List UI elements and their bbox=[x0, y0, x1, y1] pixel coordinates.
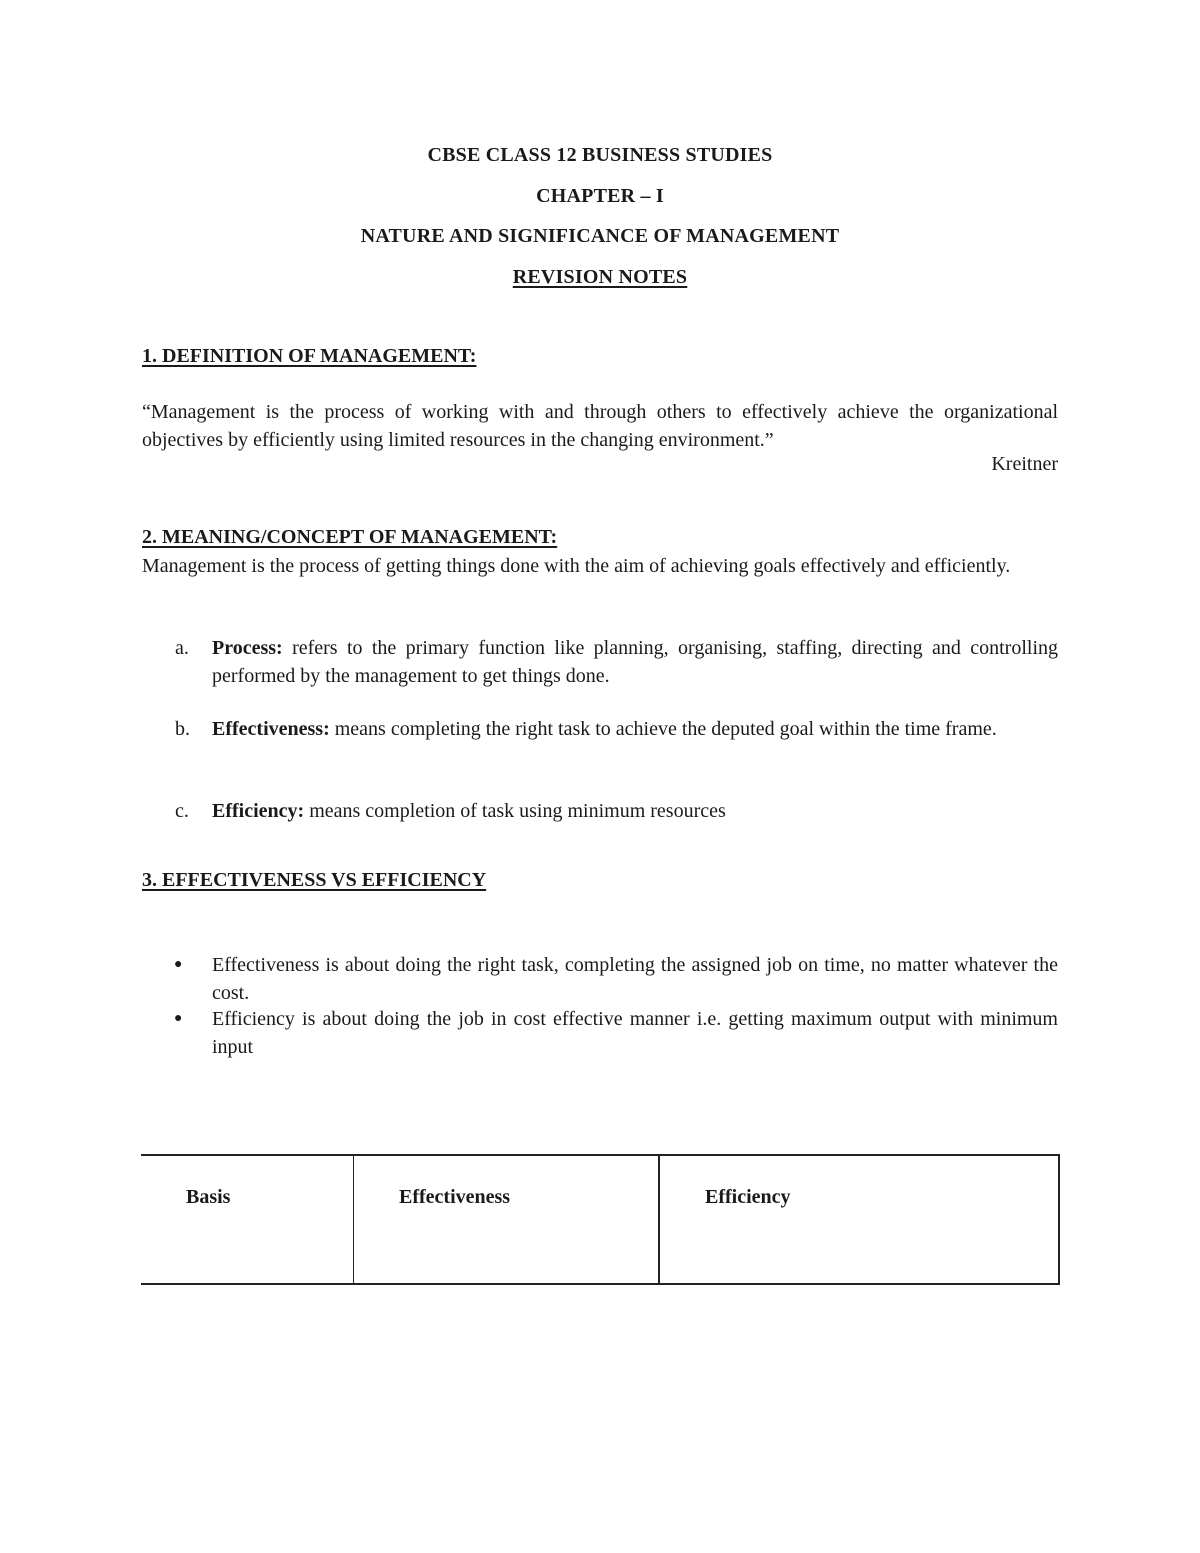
header-basis: Basis bbox=[186, 1186, 231, 1208]
comparison-table bbox=[141, 1154, 1060, 1285]
term-process: Process: bbox=[212, 637, 283, 659]
chapter-label: CHAPTER – I bbox=[536, 185, 664, 207]
meaning-paragraph: Management is the process of getting things done with the aim of achieving goals effectively and efficiently. bbox=[142, 555, 1011, 577]
bullet-item bbox=[142, 1005, 1058, 1061]
bullet-item bbox=[142, 951, 1058, 1007]
header-efficiency: Efficiency bbox=[705, 1186, 791, 1208]
table-header-row bbox=[141, 1154, 1059, 1284]
revision-notes-heading bbox=[0, 266, 1200, 289]
term-definition: means completion of task using minimum resources bbox=[304, 800, 726, 822]
header-effectiveness: Effectiveness bbox=[399, 1186, 511, 1208]
term-definition: refers to the primary function like planning, organising, staffing, directing and controlling performed by the management to get things done. bbox=[212, 637, 1058, 687]
bullet-text: Effectiveness is about doing the right task, completing the assigned job on time, no matter whatever the cost. bbox=[212, 954, 1058, 1004]
table-header-cell bbox=[354, 1154, 660, 1284]
definition-quote: “Management is the process of working with and through others to effectively achieve the organizational objectives by efficiently using limited resources in the changing environment.” bbox=[142, 401, 1058, 451]
bullet-icon: ● bbox=[174, 1011, 183, 1026]
section-3-heading: 3. EFFECTIVENESS VS EFFICIENCY bbox=[142, 869, 487, 891]
table-header-cell bbox=[141, 1154, 354, 1284]
list-marker: b. bbox=[175, 718, 190, 740]
list-item bbox=[142, 797, 1058, 825]
bullet-icon: ● bbox=[174, 957, 183, 972]
document-title: CBSE CLASS 12 BUSINESS STUDIES bbox=[427, 144, 773, 166]
list-item bbox=[142, 634, 1058, 690]
term-efficiency: Efficiency: bbox=[212, 800, 305, 822]
term-effectiveness: Effectiveness: bbox=[212, 718, 330, 740]
list-marker: c. bbox=[175, 800, 189, 822]
quote-author: Kreitner bbox=[991, 453, 1058, 475]
revision-notes-label: REVISION NOTES bbox=[512, 266, 688, 288]
section-2-heading: 2. MEANING/CONCEPT OF MANAGEMENT: bbox=[142, 526, 558, 548]
term-definition: means completing the right task to achieve the deputed goal within the time frame. bbox=[329, 718, 997, 740]
section-1-heading: 1. DEFINITION OF MANAGEMENT: bbox=[142, 345, 477, 367]
list-marker: a. bbox=[175, 637, 189, 659]
bullet-text: Efficiency is about doing the job in cost effective manner i.e. getting maximum output with minimum input bbox=[212, 1008, 1058, 1058]
chapter-title: NATURE AND SIGNIFICANCE OF MANAGEMENT bbox=[360, 225, 840, 247]
list-item bbox=[142, 715, 1058, 743]
table-header-cell bbox=[659, 1154, 1059, 1284]
